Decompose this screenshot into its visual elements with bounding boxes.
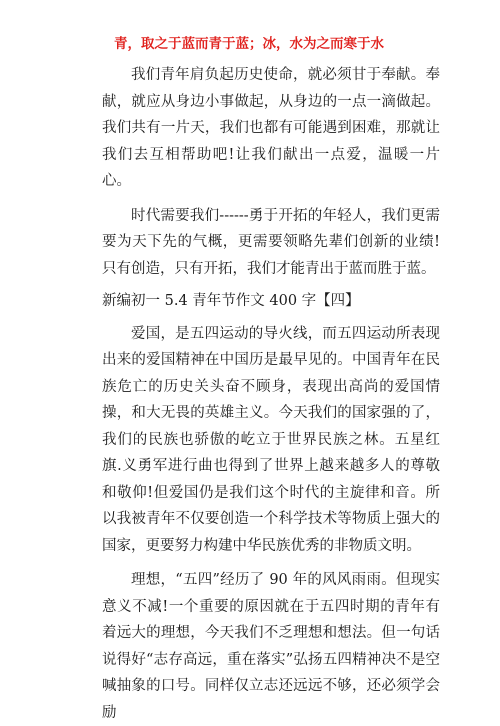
document-title: 青，取之于蓝而青于蓝；冰，水为之而寒于水: [114, 36, 384, 52]
paragraph-1: 我们青年肩负起历史使命，就必须甘于奉献。奉献，就应从身边小事做起，从身边的一点一滴做起。我们共有一片天，我们也都有可能遇到困难，那就让我们去互相帮助吧!让我们献出一点爱，温暖一片心。: [102, 67, 440, 189]
paragraph-3: 爱国，是五四运动的导火线，而五四运动所表现出来的爱国精神在中国历是最早见的。中国青年在民族危亡的历史关头奋不顾身，表现出高尚的爱国情操，和大无畏的英雄主义。今天我们的国家强的了，我们的民族也骄傲的屹立于世界民族之林。五星红旗.义勇军进行曲也得到了世界上越来越多人的尊敬和敬仰!但爱国仍是我们这个时代的主旋律和音。所以我被青年不仅要创造一个科学技术等物质上强大的国家，更要努力构建中华民族优秀的非物质文明。: [102, 325, 440, 554]
section-heading: 新编初一 5.4 青年节作文 400 字【四】: [102, 293, 360, 309]
paragraph-2: 时代需要我们------勇于开拓的年轻人，我们更需要为天下先的气概，更需要领略先辈们创新的业绩!只有创造，只有开拓，我们才能青出于蓝而胜于蓝。: [102, 207, 440, 277]
paragraph-4: 理想，“五四”经历了 90 年的风风雨雨。但现实意义不减!一个重要的原因就在于五四时期的青年有着远大的理想，今天我们不乏理想和想法。但一句话说得好“志存高远，重在落实”弘扬五四精神决不是空喊抽象的口号。同样仅立志还远远不够，还必须学会励: [102, 572, 440, 721]
